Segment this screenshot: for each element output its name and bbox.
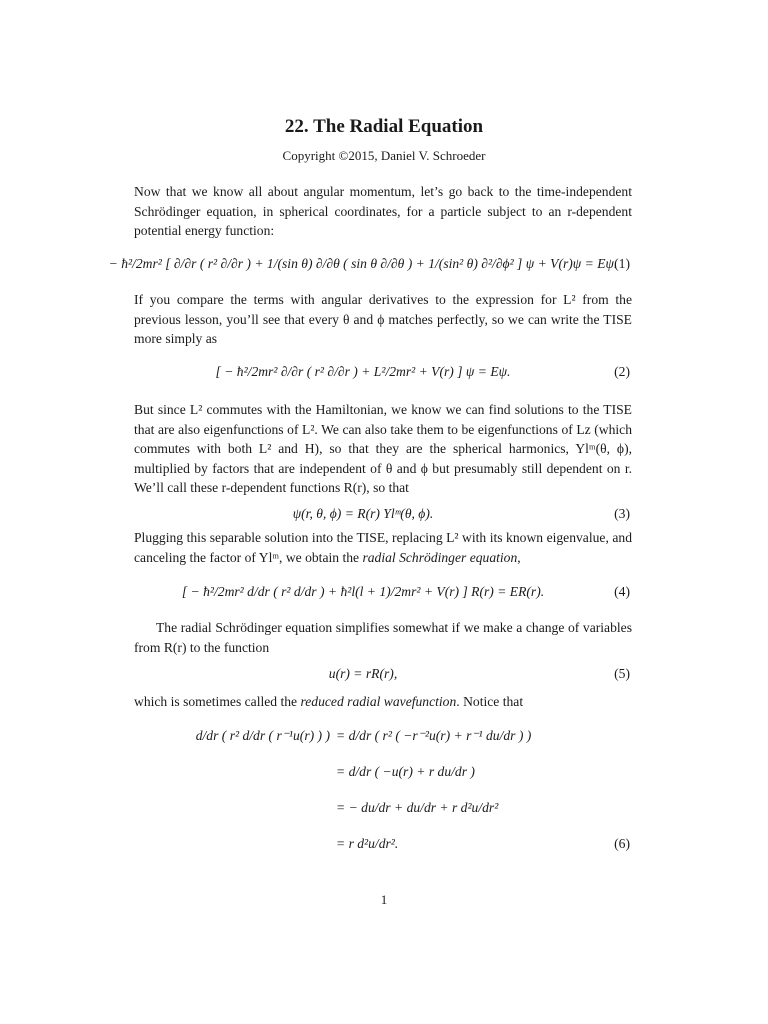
equation-6-line-4 — [134, 826, 632, 862]
equation-1-body: − ħ²/2mr² [ ∂/∂r ( r² ∂/∂r ) + 1/(sin θ) ∂/∂θ ( sin θ ∂/∂θ ) + 1/(sin² θ) ∂²/∂ϕ² ] ψ + V(r)ψ = Eψ. — [108, 256, 618, 271]
equation-6-rhs-3: = − du/dr + du/dr + r d²u/dr² — [336, 800, 499, 815]
paragraph-reduced — [134, 692, 632, 712]
equation-6-rhs-4: = r d²u/dr². — [336, 836, 399, 851]
page-number: 1 — [380, 892, 388, 907]
equation-6-line-1 — [134, 718, 632, 754]
paragraph-commutes: But since L² commutes with the Hamiltonian, we know we can find solutions to the TISE that are also eigenfunctions of L². We can also take them to be eigenfunctions of Lz (which commutes with both L² and H), so that they are the spherical harmonics, Ylᵐ(θ, ϕ), multiplied by factors that are independent of θ and ϕ but presumably still dependent on r. We’ll call these r-dependent functions R(r), so that — [134, 402, 632, 495]
paragraph-reduced-text: which is sometimes called the — [134, 694, 301, 709]
equation-2-body: [ − ħ²/2mr² ∂/∂r ( r² ∂/∂r ) + L²/2mr² + V(r) ] ψ = Eψ. — [215, 364, 511, 379]
equation-6-number: (6) — [614, 836, 630, 851]
equation-5 — [134, 660, 632, 688]
paragraph-simplifies: The radial Schrödinger equation simplifies somewhat if we make a change of variables from R(r) to the function — [134, 620, 632, 655]
paragraph-plugging-text: Plugging this separable solution into the TISE, replacing L² with its known eigenvalue, and canceling the factor of Ylᵐ, we obtain the — [134, 530, 632, 565]
equation-5-body: u(r) = rR(r), — [328, 666, 398, 681]
paragraph-compare: If you compare the terms with angular derivatives to the expression for L² from the previous lesson, you’ll see that every θ and ϕ matches perfectly, so we can write the TISE more simply as — [134, 292, 632, 346]
equation-4 — [134, 572, 632, 612]
equation-6-rhs-2: = d/dr ( −u(r) + r du/dr ) — [336, 764, 475, 779]
equation-4-number: (4) — [614, 584, 630, 599]
equation-3 — [134, 499, 632, 529]
equation-1 — [108, 244, 632, 284]
equation-6-lhs: d/dr ( r² d/dr ( r⁻¹u(r) ) ) — [195, 728, 330, 743]
equation-3-body: ψ(r, θ, ϕ) = R(r) Ylᵐ(θ, ϕ). — [292, 506, 434, 521]
paragraph-intro: Now that we know all about angular momentum, let’s go back to the time-independent Schrödinger equation, in spherical coordinates, for a particle subject to an r-dependent potential energy function: — [134, 184, 632, 238]
equation-6-line-2 — [134, 754, 632, 790]
equation-3-number: (3) — [614, 506, 630, 521]
copyright-line: Copyright ©2015, Daniel V. Schroeder — [282, 148, 486, 163]
paragraph-plugging — [134, 528, 632, 567]
equation-1-number: (1) — [614, 256, 630, 271]
page-title: 22. The Radial Equation — [284, 116, 484, 137]
paragraph-reduced-end: . Notice that — [456, 694, 524, 709]
equation-2-number: (2) — [614, 364, 630, 379]
radial-equation-term: radial Schrödinger equation — [362, 549, 518, 565]
reduced-wavefunction-term: reduced radial wavefunction — [300, 694, 457, 709]
paragraph-plugging-end: , — [517, 549, 521, 565]
equation-6-rhs-1: = d/dr ( r² ( −r⁻²u(r) + r⁻¹ du/dr ) ) — [336, 728, 532, 743]
equation-2 — [134, 352, 632, 392]
equation-5-number: (5) — [614, 666, 630, 681]
equation-4-body: [ − ħ²/2mr² d/dr ( r² d/dr ) + ħ²l(l + 1)/2mr² + V(r) ] R(r) = ER(r). — [181, 584, 545, 599]
equation-6-line-3 — [134, 790, 632, 826]
equation-6 — [134, 718, 632, 862]
